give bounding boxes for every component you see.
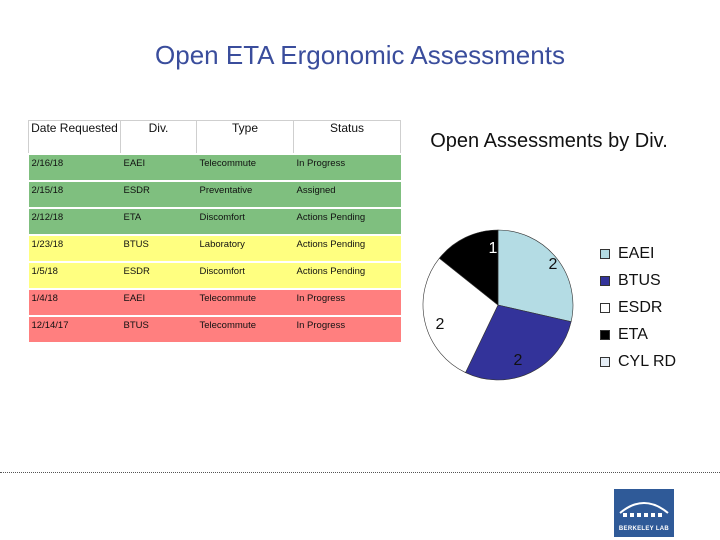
header-date-requested: Date Requested [29, 121, 121, 155]
legend-label: BTUS [618, 271, 661, 289]
cell-status: Actions Pending [294, 208, 401, 235]
cell-date: 2/16/18 [29, 154, 121, 181]
chart-legend [600, 240, 676, 375]
table-row [29, 289, 401, 316]
table-row [29, 154, 401, 181]
legend-item [600, 267, 676, 294]
legend-item [600, 294, 676, 321]
cell-div: BTUS [121, 316, 197, 342]
cell-type: Discomfort [197, 208, 294, 235]
cell-date: 1/4/18 [29, 289, 121, 316]
legend-item [600, 348, 676, 375]
cell-date: 12/14/17 [29, 316, 121, 342]
table-row [29, 316, 401, 342]
header-div: Div. [121, 121, 197, 155]
pie-data-label: 2 [513, 352, 523, 369]
cell-type: Telecommute [197, 289, 294, 316]
cell-status: Assigned [294, 181, 401, 208]
logo-text: BERKELEY LAB [618, 526, 670, 532]
cell-div: EAEI [121, 154, 197, 181]
legend-label: CYL RD [618, 352, 677, 370]
legend-item [600, 321, 676, 348]
table-row [29, 208, 401, 235]
header-type: Type [197, 121, 294, 155]
footer-divider [0, 472, 720, 473]
pie-chart [420, 225, 590, 385]
legend-swatch [600, 249, 610, 259]
cell-div: ESDR [121, 262, 197, 289]
legend-label: ESDR [618, 298, 663, 316]
slide-title: Open ETA Ergonomic Assessments [155, 40, 565, 70]
cell-div: ESDR [121, 181, 197, 208]
legend-swatch [600, 330, 610, 340]
legend-item [600, 240, 676, 267]
cell-type: Preventative [197, 181, 294, 208]
cell-status: In Progress [294, 289, 401, 316]
table-row [29, 181, 401, 208]
legend-label: ETA [618, 325, 648, 343]
header-status: Status [294, 121, 401, 155]
cell-type: Discomfort [197, 262, 294, 289]
table-header-row [29, 121, 401, 155]
cell-type: Telecommute [197, 154, 294, 181]
cell-type: Telecommute [197, 316, 294, 342]
cell-date: 1/23/18 [29, 235, 121, 262]
cell-div: BTUS [121, 235, 197, 262]
pie-data-label: 1 [488, 240, 498, 257]
cell-date: 1/5/18 [29, 262, 121, 289]
cell-status: In Progress [294, 154, 401, 181]
cell-status: Actions Pending [294, 262, 401, 289]
legend-swatch [600, 303, 610, 313]
assessments-table [28, 120, 401, 342]
cell-div: ETA [121, 208, 197, 235]
cell-status: Actions Pending [294, 235, 401, 262]
cell-date: 2/12/18 [29, 208, 121, 235]
cell-type: Laboratory [197, 235, 294, 262]
berkeley-lab-logo [614, 489, 674, 537]
lab-building-icon [614, 489, 674, 523]
pie-data-label: 2 [548, 256, 558, 273]
legend-swatch [600, 276, 610, 286]
cell-div: EAEI [121, 289, 197, 316]
pie-data-label: 2 [435, 316, 445, 333]
table-row [29, 262, 401, 289]
cell-date: 2/15/18 [29, 181, 121, 208]
table-row [29, 235, 401, 262]
legend-swatch [600, 357, 610, 367]
legend-label: EAEI [618, 244, 655, 262]
chart-title: Open Assessments by Div. [430, 130, 668, 152]
cell-status: In Progress [294, 316, 401, 342]
